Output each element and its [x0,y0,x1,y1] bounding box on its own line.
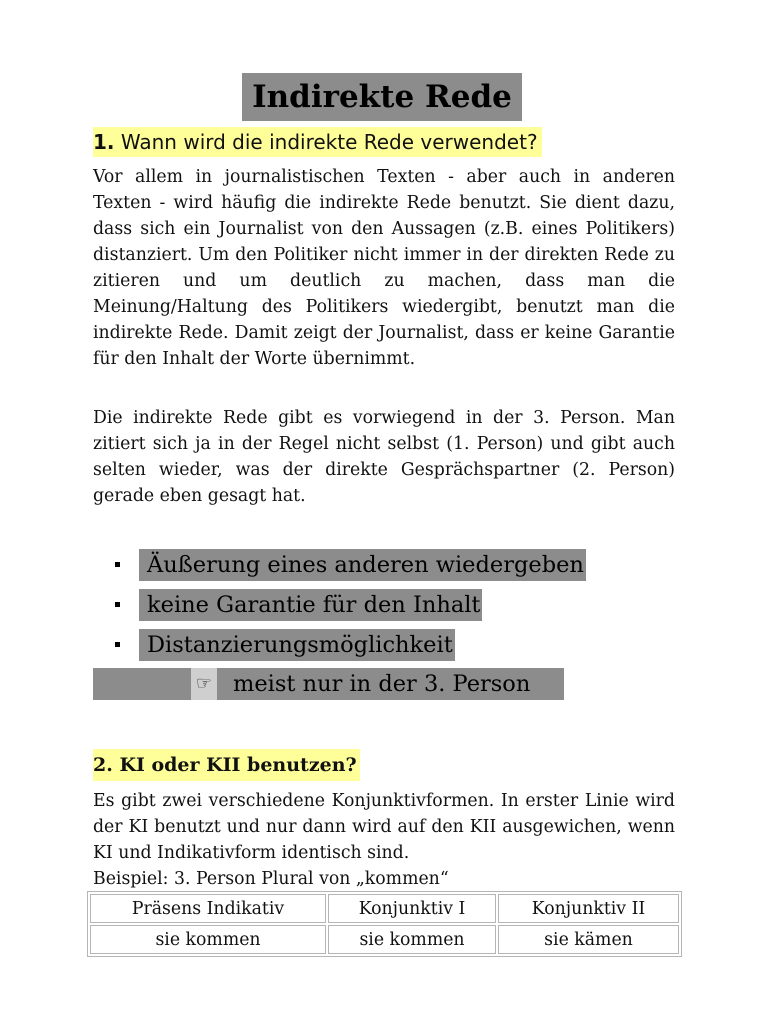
section-2-paragraph-text: Es gibt zwei verschiedene Konjunktivformen. In erster Linie wird der KI benutzt und nur dann wird auf den KII ausgewichen, wenn KI und Indikativform identisch sind. [93,791,675,863]
bullet-text: Distanzierungsmöglichkeit [139,629,455,661]
section-1-paragraph-1: Vor allem in journalistischen Texten - aber auch in anderen Texten - wird häufig die indirekte Rede benutzt. Sie dient dazu, dass sich ein Journalist von den Aussagen (z.B. eines Politikers) distanziert. Um den Politiker nicht immer in der direkten Rede zu zitieren und um deutlich zu machen, dass man die Meinung/Haltung des Politikers wiedergibt, benutzt man die indirekte Rede. Damit zeigt der Journalist, dass er keine Garantie für den Inhalt der Worte übernimmt. [93,167,675,369]
pointing-hand-icon: ☞ [191,668,217,700]
table-header-cell: Konjunktiv II [498,894,679,923]
bullet-square-icon [115,642,120,647]
pointer-text: meist nur in der 3. Person [217,668,564,700]
table-header-cell: Konjunktiv I [328,894,496,923]
table-cell: sie kämen [498,925,679,954]
section-1-heading-text: Wann wird die indirekte Rede verwendet? [120,130,538,154]
table-header-cell: Präsens Indikativ [90,894,326,923]
conjugation-table [87,891,682,957]
bullet-square-icon [115,562,120,567]
table-header-row [90,894,679,923]
bullet-text: keine Garantie für den Inhalt [139,589,482,621]
table-cell: sie kommen [90,925,326,954]
section-2-paragraph [93,788,675,892]
section-2-heading: 2. KI oder KII benutzen? [93,749,360,781]
table-row [90,925,679,954]
section-1-paragraph-2: Die indirekte Rede gibt es vorwiegend in der 3. Person. Man zitiert sich ja in der Regel nicht selbst (1. Person) und gibt auch selten wieder, was der direkte Gesprächspartner (2. Person) gerade eben gesagt hat. [93,408,675,506]
bullet-square-icon [115,602,120,607]
highlight-block [93,668,191,700]
bullet-text: Äußerung eines anderen wiedergeben [139,549,586,581]
section-2-example-line: Beispiel: 3. Person Plural von „kommen“ [93,869,449,889]
section-1-number: 1. [93,130,115,154]
table-cell: sie kommen [328,925,496,954]
page-title: Indirekte Rede [242,73,522,121]
section-1-heading [93,127,542,157]
